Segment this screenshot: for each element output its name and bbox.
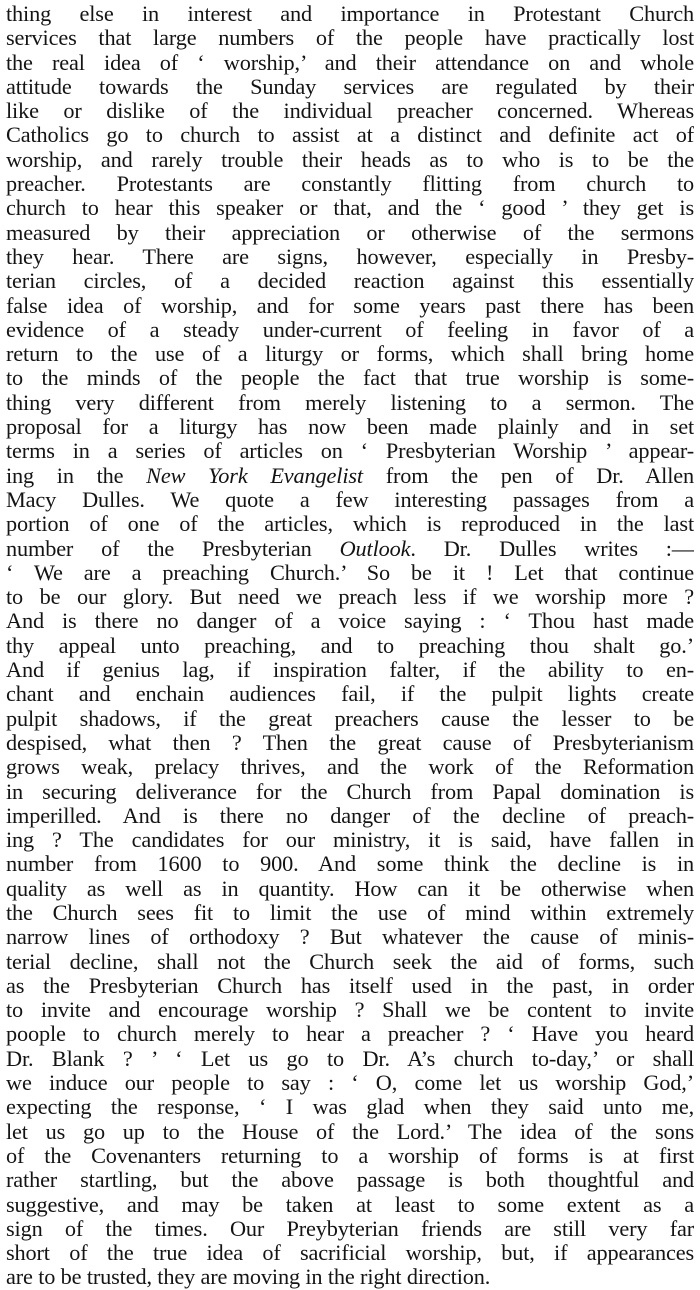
text-line: are to be trusted, they are moving in the right direction. bbox=[6, 1265, 491, 1290]
text-line: number of the Presbyterian Outlook. Dr. Dulles writes :— bbox=[6, 536, 694, 561]
text-line: the Church sees fit to limit the use of mind within extremely bbox=[6, 900, 694, 925]
text-line: of the Covenanters returning to a worship of forms is at first bbox=[6, 1143, 694, 1168]
text-line: ‘ We are a preaching Church.’ So be it ! Let that continue bbox=[6, 560, 694, 585]
text-line: And if genius lag, if inspiration falter, if the ability to en- bbox=[6, 658, 694, 683]
text-line: And is there no danger of a voice saying : ‘ Thou hast made bbox=[6, 609, 694, 634]
text-line: rather startling, but the above passage is both thoughtful and bbox=[6, 1168, 694, 1193]
text-line: despised, what then ? Then the great cause of Presbyterianism bbox=[6, 730, 694, 755]
text-line: expecting the response, ‘ I was glad when they said unto me, bbox=[6, 1095, 694, 1120]
text-line: terian circles, of a decided reaction against this essentially bbox=[6, 269, 694, 294]
text-line: evidence of a steady under-current of feeling in favor of a bbox=[6, 317, 694, 342]
text-line: terms in a series of articles on ‘ Presbyterian Worship ’ appear- bbox=[6, 439, 694, 464]
italic-title: New York Evangelist bbox=[146, 463, 363, 488]
text-line: Dr. Blank ? ’ ‘ Let us go to Dr. A’s church to-day,’ or shall bbox=[6, 1046, 694, 1071]
text-line: suggestive, and may be taken at least to some extent as a bbox=[6, 1192, 694, 1217]
text-line: to the minds of the people the fact that true worship is some- bbox=[6, 366, 694, 391]
text-line: number from 1600 to 900. And some think the decline is in bbox=[6, 852, 694, 877]
text-line: narrow lines of orthodoxy ? But whatever the cause of minis- bbox=[6, 925, 694, 950]
text-line: to be our glory. But need we preach less if we worship more ? bbox=[6, 585, 694, 610]
text-line: let us go up to the House of the Lord.’ The idea of the sons bbox=[6, 1119, 694, 1144]
text-line: like or dislike of the individual preacher concerned. Whereas bbox=[6, 99, 694, 124]
text-line: they hear. There are signs, however, especially in Presby- bbox=[6, 244, 694, 269]
text-line: attitude towards the Sunday services are regulated by their bbox=[6, 74, 694, 99]
text-line: quality as well as in quantity. How can it be otherwise when bbox=[6, 876, 694, 901]
text-line: as the Presbyterian Church has itself used in the past, in order bbox=[6, 973, 694, 998]
italic-title: Outlook bbox=[339, 536, 411, 561]
text-line: portion of one of the articles, which is reproduced in the last bbox=[6, 512, 694, 537]
article-body bbox=[6, 2, 694, 1290]
text-line: pulpit shadows, if the great preachers cause the lesser to be bbox=[6, 706, 694, 731]
text-line: thing else in interest and importance in Protestant Church bbox=[6, 2, 694, 26]
text-line: we induce our people to say : ‘ O, come let us worship God,’ bbox=[6, 1071, 694, 1096]
text-line: ing in the New York Evangelist from the pen of Dr. Allen bbox=[6, 463, 694, 488]
text-line: measured by their appreciation or otherwise of the sermons bbox=[6, 220, 694, 245]
text-line: poople to church merely to hear a preacher ? ‘ Have you heard bbox=[6, 1022, 694, 1047]
text-line: sign of the times. Our Preybyterian friends are still very far bbox=[6, 1216, 694, 1241]
text-line: the real idea of ‘ worship,’ and their attendance on and whole bbox=[6, 50, 694, 75]
text-line: church to hear this speaker or that, and the ‘ good ’ they get is bbox=[6, 196, 694, 221]
text-line: chant and enchain audiences fail, if the pulpit lights create bbox=[6, 682, 694, 707]
text-line: short of the true idea of sacrificial worship, but, if appearances bbox=[6, 1241, 694, 1266]
text-line: false idea of worship, and for some years past there has been bbox=[6, 293, 694, 318]
text-line: imperilled. And is there no danger of the decline of preach- bbox=[6, 803, 694, 828]
text-line: worship, and rarely trouble their heads as to who is to be the bbox=[6, 147, 694, 172]
text-line: in securing deliverance for the Church from Papal domination is bbox=[6, 779, 694, 804]
text-line: thy appeal unto preaching, and to preaching thou shalt go.’ bbox=[6, 633, 694, 658]
text-line: Macy Dulles. We quote a few interesting passages from a bbox=[6, 487, 694, 512]
text-line: proposal for a liturgy has now been made plainly and in set bbox=[6, 415, 694, 440]
text-line: services that large numbers of the people have practically lost bbox=[6, 26, 694, 51]
text-line: grows weak, prelacy thrives, and the work of the Reformation bbox=[6, 755, 694, 780]
text-line: terial decline, shall not the Church seek the aid of forms, such bbox=[6, 949, 694, 974]
text-line: return to the use of a liturgy or forms, which shall bring home bbox=[6, 342, 694, 367]
text-line: ing ? The candidates for our ministry, it is said, have fallen in bbox=[6, 828, 694, 853]
text-line: Catholics go to church to assist at a distinct and definite act of bbox=[6, 123, 694, 148]
text-line: preacher. Protestants are constantly flitting from church to bbox=[6, 172, 694, 197]
text-line: thing very different from merely listening to a sermon. The bbox=[6, 390, 694, 415]
text-line: to invite and encourage worship ? Shall we be content to invite bbox=[6, 998, 694, 1023]
